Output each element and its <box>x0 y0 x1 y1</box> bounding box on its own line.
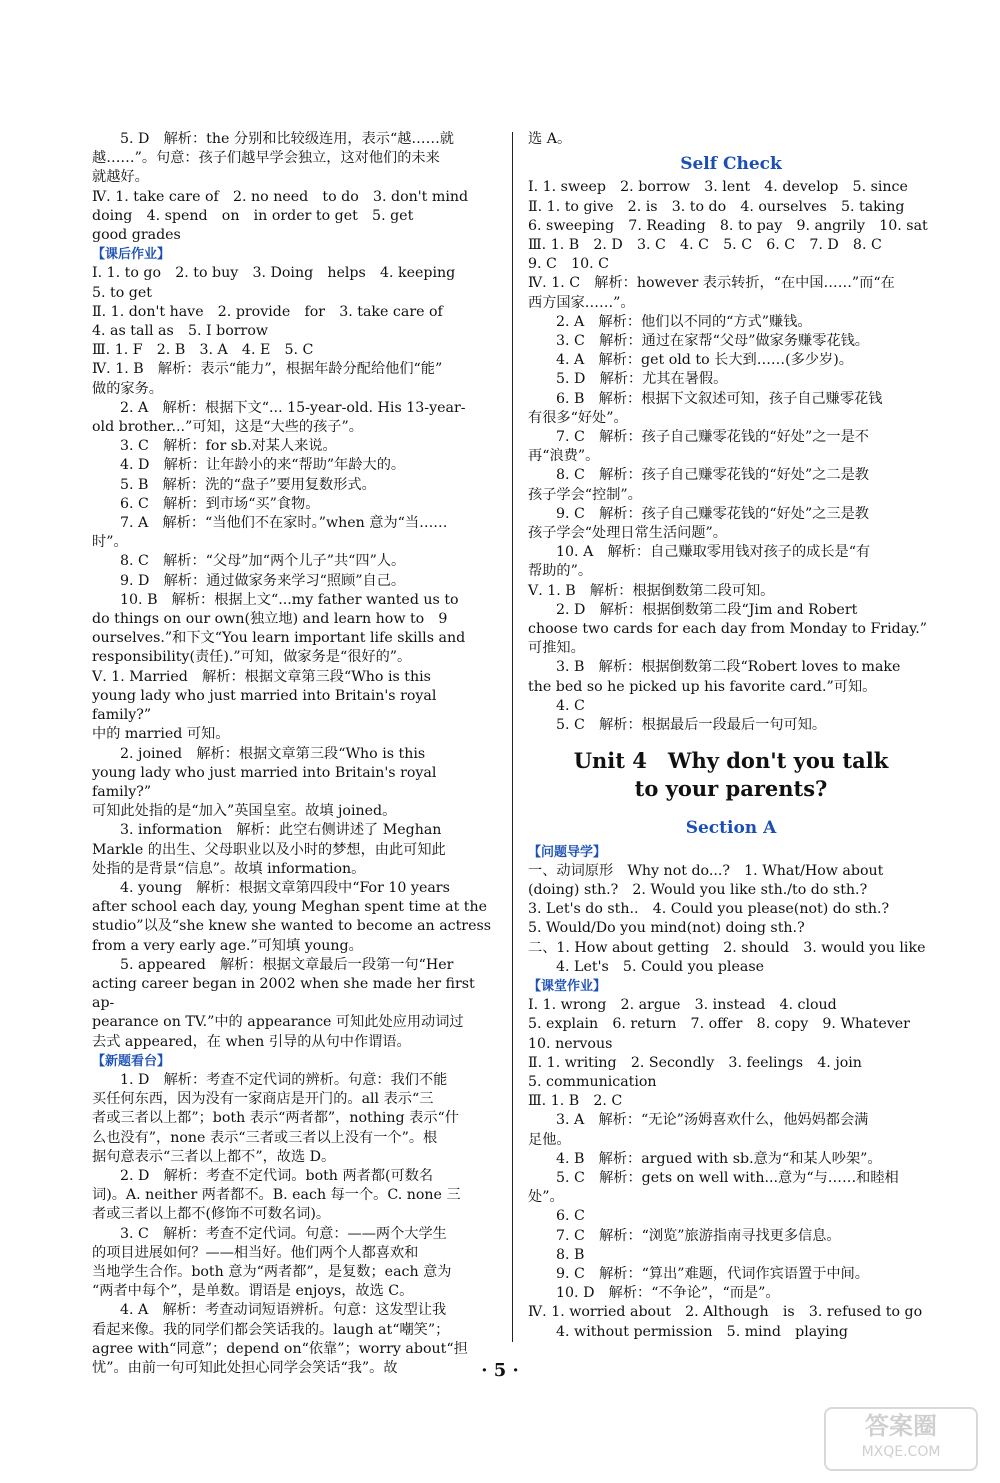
left-line: Markle 的出生、父母职业以及小时的梦想，由此可知此 <box>92 841 446 858</box>
right_mid-line: choose two cards for each day from Monday to Friday.” <box>528 621 928 638</box>
right_mid-line: 帮助的”。 <box>528 563 593 580</box>
left-line: after school each day, young Meghan spent time at the <box>92 899 488 916</box>
left-line: Ⅱ. 1. don't have 2. provide for 3. take care of <box>92 303 443 320</box>
right_bottom-line: Ⅱ. 1. writing 2. Secondly 3. feelings 4. join <box>528 1054 862 1071</box>
left-line: 去式 appeared，在 when 引导的从句中作谓语。 <box>92 1033 411 1050</box>
left-line: 5. appeared 解析：根据文章最后一段第一句“Her <box>120 956 454 973</box>
left-line: 5. to get <box>92 284 152 301</box>
left-line: 【新题看台】 <box>92 1053 171 1069</box>
left-line: Ⅴ. 1. Married 解析：根据文章第三段“Who is this <box>92 668 431 685</box>
right_bottom-line: 10. D 解析：“不争论”，“而是”。 <box>556 1285 780 1302</box>
self-check-block <box>528 178 934 735</box>
right_top-line: 选 A。 <box>528 131 572 147</box>
left-line: 者或三者以上都不(修饰不可数名词)。 <box>92 1206 331 1223</box>
right_bottom-line: 3. A 解析：“无论”汤姆喜欢什么，他妈妈都会满 <box>556 1112 869 1129</box>
left-line: 么也没有”，none 表示“三者或三者以上没有一个”。根 <box>92 1129 438 1146</box>
left-line: acting career began in 2002 when she made her first ap- <box>92 975 480 1012</box>
left-line: old brother...”可知，这是“大些的孩子”。 <box>92 419 363 436</box>
left-line: 3. C 解析：考查不定代词。句意：——两个大学生 <box>120 1225 447 1242</box>
left-line: responsibility(责任).”可知，做家务是“很好的”。 <box>92 649 412 666</box>
left-line: 8. C 解析：“父母”加“两个儿子”共“四”人。 <box>120 553 406 570</box>
left-line: 4. as tall as 5. I borrow <box>92 323 268 340</box>
left-line: 者或三者以上都”；both 表示“两者都”，nothing 表示“什 <box>92 1110 459 1127</box>
right_mid-line: Ⅴ. 1. B 解析：根据倒数第二段可知。 <box>528 582 775 599</box>
left-line: 【课后作业】 <box>92 247 171 263</box>
left-line: Ⅳ. 1. B 解析：表示“能力”，根据年龄分配给他们“能” <box>92 361 443 378</box>
right_mid-line: 6. B 解析：根据下文叙述可知，孩子自己赚零花钱 <box>556 390 883 407</box>
right_bottom-line: 10. nervous <box>528 1035 613 1052</box>
right_bottom-line: 4. B 解析：argued with sb.意为“和某人吵架”。 <box>556 1150 882 1167</box>
right_bottom-line: 一、动词原形 Why not do...? 1. What/How about <box>528 862 884 879</box>
right_mid-line: 再“浪费”。 <box>528 448 600 465</box>
left-line: 2. A 解析：根据下文“... 15-year-old. His 13-year- <box>120 399 466 416</box>
right_mid-line: 8. C 解析：孩子自己赚零花钱的“好处”之二是教 <box>556 467 869 484</box>
left-line: 4. D 解析：让年龄小的来“帮助”年龄大的。 <box>120 457 406 474</box>
right_mid-line: 5. C 解析：根据最后一段最后一句可知。 <box>556 717 827 734</box>
right_bottom-line: (doing) sth.? 2. Would you like sth./to do sth.? <box>528 881 868 898</box>
left-line: 当地学生合作。both 意为“两者都”，是复数；each 意为 <box>92 1263 452 1280</box>
right_mid-line: 7. C 解析：孩子自己赚零花钱的“好处”之一是不 <box>556 429 869 446</box>
right_bottom-line: 5. communication <box>528 1073 657 1090</box>
left-line: do things on our own(独立地) and learn how to 9 <box>92 611 448 628</box>
right_mid-line: 9. C 10. C <box>528 256 610 273</box>
self-check-heading: Self Check <box>680 154 782 175</box>
left-line: agree with“同意”；depend on“依靠”；worry about“担 <box>92 1340 468 1357</box>
right_bottom-line: 8. B <box>556 1246 585 1263</box>
left-line: 忧”。由前一句可知此处担心同学会笑话“我”。故 <box>92 1360 398 1376</box>
left-line: 买任何东西，因为没有一家商店是开门的。all 表示“三 <box>92 1091 434 1108</box>
left-line: 的项目进展如何？——相当好。他们两个人都喜欢和 <box>92 1244 419 1261</box>
left-line: 越……”。句意：孩子们越早学会独立，这对他们的未来 <box>92 150 440 167</box>
right_bottom-line: 9. C 解析：“算出”难题，代词作宾语置于中间。 <box>556 1265 869 1282</box>
left-line: Ⅳ. 1. take care of 2. no need to do 3. don't mind <box>92 188 469 205</box>
watermark-line-1: 答案圈 <box>865 1412 937 1440</box>
right_bottom-line: Ⅳ. 1. worried about 2. Although is 3. refused to go <box>528 1304 923 1321</box>
right_mid-line: Ⅲ. 1. B 2. D 3. C 4. C 5. C 6. C 7. D 8. C <box>528 237 882 254</box>
left-line: young lady who just married into Britain's royal family?” <box>92 687 441 724</box>
page-number: · 5 · <box>481 1360 519 1381</box>
left-line: 3. C 解析：for sb.对某人来说。 <box>120 438 337 455</box>
left-line: 10. B 解析：根据上文“...my father wanted us to <box>120 591 459 608</box>
right_bottom-line: Ⅲ. 1. B 2. C <box>528 1093 623 1110</box>
left-line: 5. D 解析：the 分别和比较级连用，表示“越……就 <box>120 131 454 147</box>
right_mid-line: 6. sweeping 7. Reading 8. to pay 9. angrily 10. sat <box>528 217 928 234</box>
left-line: 2. D 解析：考查不定代词。both 两者都(可数名 <box>120 1167 434 1184</box>
right_mid-line: 孩子学会“处理日常生活问题”。 <box>528 525 727 542</box>
right_mid-line: 5. D 解析：尤其在暑假。 <box>556 371 728 388</box>
left-column <box>92 130 496 1378</box>
left-line: 1. D 解析：考查不定代词的辨析。句意：我们不能 <box>120 1071 448 1088</box>
right_mid-line: 2. A 解析：他们以不同的“方式”赚钱。 <box>556 313 812 330</box>
right_bottom-line: 5. explain 6. return 7. offer 8. copy 9. Whatever <box>528 1016 910 1033</box>
right_mid-line: 有很多“好处”。 <box>528 409 628 426</box>
left-line: “两者中每个”，是单数。谓语是 enjoys，故选 C。 <box>92 1283 414 1300</box>
right_mid-line: 2. D 解析：根据倒数第二段“Jim and Robert <box>556 601 858 618</box>
column-divider <box>512 132 513 1342</box>
right_bottom-line: 处”。 <box>528 1189 564 1206</box>
right_bottom-line: 4. Let's 5. Could you please <box>556 958 764 975</box>
watermark-line-2: MXQE.COM <box>861 1444 941 1460</box>
left-line: 2. joined 解析：根据文章第三段“Who is this <box>120 745 426 762</box>
right_mid-line: 可推知。 <box>528 640 585 657</box>
left-line: ourselves.”和下文“You learn important life skills and <box>92 630 466 647</box>
left-line: 6. C 解析：到市场“买”食物。 <box>120 495 320 512</box>
left-line: 5. B 解析：洗的“盘子”要用复数形式。 <box>120 476 376 493</box>
left-line: 做的家务。 <box>92 380 163 397</box>
left-line: 9. D 解析：通过做家务来学习“照顾”自己。 <box>120 572 406 589</box>
left-line: 处指的是背景“信息”。故填 information。 <box>92 860 366 877</box>
left-line: from a very early age.”可知填 young。 <box>92 937 363 954</box>
left-line: 3. information 解析：此空右侧讲述了 Meghan <box>120 822 442 839</box>
right_mid-line: Ⅱ. 1. to give 2. is 3. to do 4. ourselves 5. taking <box>528 198 905 215</box>
right_bottom-line: 足他。 <box>528 1131 571 1148</box>
left-line: 中的 married 可知。 <box>92 726 230 743</box>
right_bottom-line: 5. Would/Do you mind(not) doing sth.? <box>528 920 805 937</box>
right_bottom-line: 【问题导学】 <box>528 844 607 860</box>
right-column <box>528 130 934 1342</box>
right_mid-line: 孩子学会“控制”。 <box>528 486 642 503</box>
right_mid-line: the bed so he picked up his favorite card.”可知。 <box>528 678 877 695</box>
left-line: 据句意表示“三者以上都不”，故选 D。 <box>92 1148 336 1165</box>
section-heading: Section A <box>685 818 777 839</box>
left-line: 可知此处指的是“加入”英国皇室。故填 joined。 <box>92 803 397 820</box>
unit-title-line-2: to your parents? <box>634 776 828 802</box>
left-line: 看起来像。我的同学们都会笑话我的。laugh at“嘲笑”； <box>92 1321 450 1338</box>
right_bottom-line: Ⅰ. 1. wrong 2. argue 3. instead 4. cloud <box>528 997 837 1014</box>
right_mid-line: 3. C 解析：通过在家帮“父母”做家务赚零花钱。 <box>556 333 869 350</box>
right_mid-line: 西方国家……”。 <box>528 294 635 311</box>
right_mid-line: 4. C <box>556 697 585 714</box>
unit-title-line-1: Unit 4 Why don't you talk <box>573 748 889 774</box>
left-line: 4. young 解析：根据文章第四段中“For 10 years <box>120 879 450 896</box>
right_bottom-line: 7. C 解析：“浏览”旅游指南寻找更多信息。 <box>556 1227 841 1244</box>
left-line: 词)。A. neither 两者都不。B. each 每一个。C. none 三 <box>92 1187 461 1204</box>
left-line: pearance on TV.”中的 appearance 可知此处应用动词过 <box>92 1014 464 1031</box>
right_bottom-line: 【课堂作业】 <box>528 978 607 994</box>
left-line: doing 4. spend on in order to get 5. get <box>92 207 414 224</box>
watermark-logo <box>824 1407 978 1471</box>
right_bottom-line: 6. C <box>556 1208 585 1225</box>
left-line: 7. A 解析：“当他们不在家时。”when 意为“当…… <box>120 515 448 532</box>
right_mid-line: 10. A 解析：自己赚取零用钱对孩子的成长是“有 <box>556 544 871 561</box>
right-top-block <box>528 130 934 149</box>
left-line: 4. A 解析：考查动词短语辨析。句意：这发型让我 <box>120 1302 447 1319</box>
right_mid-line: Ⅰ. 1. sweep 2. borrow 3. lent 4. develop 5. since <box>528 179 908 196</box>
right_bottom-line: 5. C 解析：gets on well with...意为“与……和睦相 <box>556 1169 899 1186</box>
left-line: studio”以及“she knew she wanted to become an actress <box>92 918 492 935</box>
right_bottom-line: 二、1. How about getting 2. should 3. would you like <box>528 939 926 956</box>
right_bottom-line: 4. without permission 5. mind playing <box>556 1323 848 1340</box>
right_mid-line: Ⅳ. 1. C 解析：however 表示转折，“在中国……”而“在 <box>528 275 895 292</box>
section-a-block <box>528 843 934 1342</box>
left-line: good grades <box>92 227 181 244</box>
left-line: Ⅰ. 1. to go 2. to buy 3. Doing helps 4. keeping <box>92 265 456 282</box>
right_mid-line: 3. B 解析：根据倒数第二段“Robert loves to make <box>556 659 901 676</box>
left-line: young lady who just married into Britain's royal family?” <box>92 764 441 800</box>
right_mid-line: 9. C 解析：孩子自己赚零花钱的“好处”之三是教 <box>556 505 869 522</box>
right_bottom-line: 3. Let's do sth.. 4. Could you please(not) do sth.? <box>528 901 890 918</box>
unit-title <box>528 747 934 803</box>
left-line: 就越好。 <box>92 169 149 186</box>
left-line: 时”。 <box>92 534 128 551</box>
right_mid-line: 4. A 解析：get old to 长大到……(多少岁)。 <box>556 352 853 369</box>
left-line: Ⅲ. 1. F 2. B 3. A 4. E 5. C <box>92 342 314 359</box>
